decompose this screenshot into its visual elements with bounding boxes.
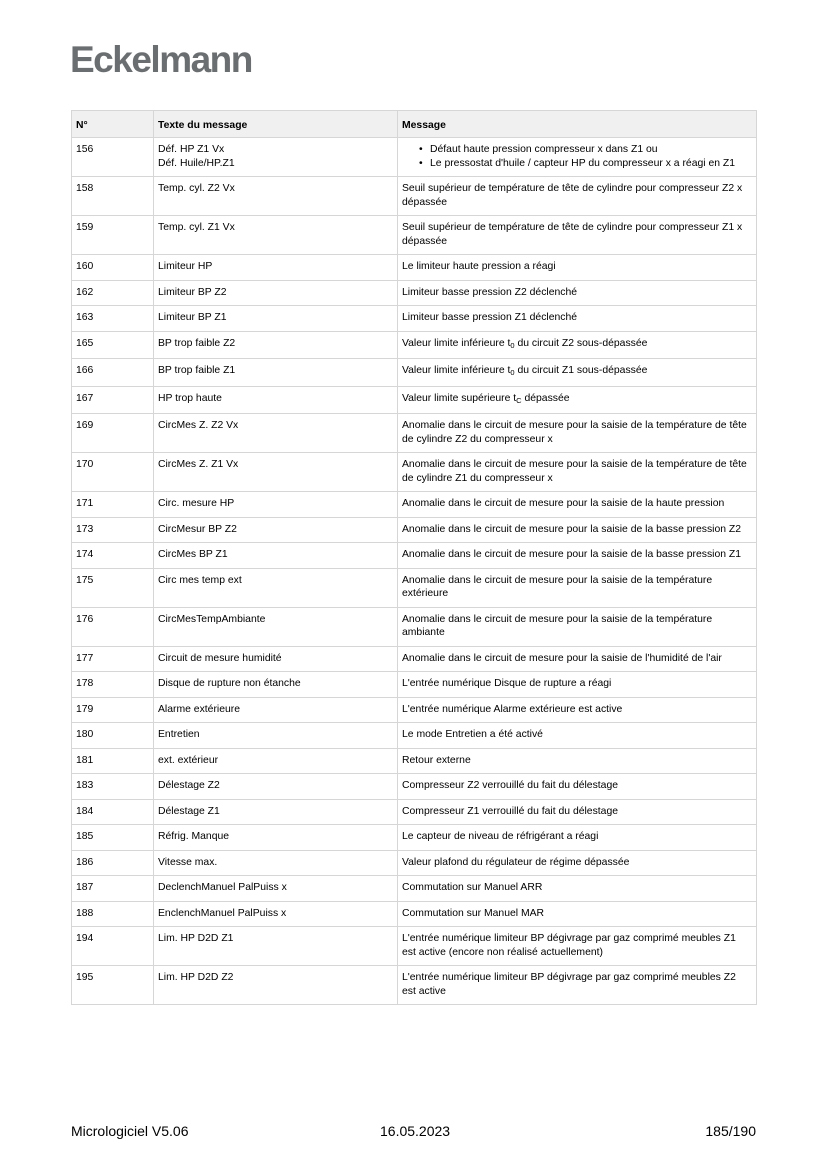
message-text: Vitesse max. bbox=[158, 856, 218, 868]
footer-date: 16.05.2023 bbox=[380, 1123, 451, 1139]
message-text-cell bbox=[154, 138, 398, 177]
message-number: 186 bbox=[72, 850, 154, 876]
message-text-cell bbox=[154, 850, 398, 876]
message-number: 175 bbox=[72, 568, 154, 607]
message-text-cell bbox=[154, 453, 398, 492]
message-text: Temp. cyl. Z1 Vx bbox=[158, 222, 235, 233]
message-number: 188 bbox=[72, 901, 154, 927]
table-row bbox=[72, 216, 757, 255]
table-row bbox=[72, 280, 757, 306]
table-row bbox=[72, 138, 757, 177]
message-description: L'entrée numérique Alarme extérieure est active bbox=[398, 697, 757, 723]
footer-product: Micrologiciel V5.06 bbox=[71, 1123, 189, 1139]
message-text-cell bbox=[154, 280, 398, 306]
message-number: 181 bbox=[72, 748, 154, 774]
message-number: 179 bbox=[72, 697, 154, 723]
message-number: 160 bbox=[72, 255, 154, 281]
message-number: 171 bbox=[72, 492, 154, 518]
message-number: 169 bbox=[72, 414, 154, 453]
table-row bbox=[72, 607, 757, 646]
message-number: 177 bbox=[72, 646, 154, 672]
message-description-cell bbox=[398, 359, 757, 387]
message-bullet-item: • Défaut haute pression compresseur x dans Z1 ou bbox=[430, 143, 752, 157]
table-row bbox=[72, 386, 757, 414]
message-description: Valeur limite inférieure t bbox=[402, 365, 511, 376]
message-description: Seuil supérieur de température de tête de cylindre pour compresseur Z1 x dépassée bbox=[398, 216, 757, 255]
table-row bbox=[72, 723, 757, 749]
message-text-cell bbox=[154, 876, 398, 902]
message-text: Limiteur HP bbox=[158, 261, 213, 272]
message-text-cell bbox=[154, 255, 398, 281]
message-text: BP trop faible Z1 bbox=[158, 365, 236, 376]
company-logo: Eckelmann bbox=[70, 39, 252, 80]
message-description: Anomalie dans le circuit de mesure pour la saisie de la température extérieure bbox=[398, 568, 757, 607]
message-text: Disque de rupture non étanche bbox=[158, 678, 301, 689]
message-text-cell bbox=[154, 901, 398, 927]
message-text: Lim. HP D2D Z1 bbox=[158, 933, 234, 944]
message-text-cell bbox=[154, 748, 398, 774]
column-header-message: Message bbox=[398, 111, 757, 138]
column-header-number: N° bbox=[72, 111, 154, 138]
message-description: Compresseur Z2 verrouillé du fait du délestage bbox=[398, 774, 757, 800]
message-number: 170 bbox=[72, 453, 154, 492]
message-subscript: C bbox=[516, 395, 522, 405]
message-description: Anomalie dans le circuit de mesure pour la saisie de l'humidité de l'air bbox=[398, 646, 757, 672]
table-row bbox=[72, 568, 757, 607]
message-text: Déf. HP Z1 Vx bbox=[158, 144, 225, 155]
message-text-cell bbox=[154, 646, 398, 672]
message-text: Déf. Huile/HP.Z1 bbox=[158, 157, 235, 169]
message-table bbox=[71, 110, 757, 1005]
message-text: Réfrig. Manque bbox=[158, 831, 230, 842]
message-text-cell bbox=[154, 966, 398, 1005]
message-text-cell bbox=[154, 774, 398, 800]
message-number: 156 bbox=[72, 138, 154, 177]
table-row bbox=[72, 850, 757, 876]
message-text: Circ mes temp ext bbox=[158, 574, 242, 586]
message-text-cell bbox=[154, 331, 398, 359]
message-number: 176 bbox=[72, 607, 154, 646]
table-row bbox=[72, 646, 757, 672]
message-text: Temp. cyl. Z2 Vx bbox=[158, 183, 235, 194]
message-number: 178 bbox=[72, 672, 154, 698]
message-text-cell bbox=[154, 306, 398, 332]
message-description: Anomalie dans le circuit de mesure pour la saisie de la basse pression Z2 bbox=[398, 517, 757, 543]
table-row bbox=[72, 492, 757, 518]
table-row bbox=[72, 927, 757, 966]
message-description: L'entrée numérique limiteur BP dégivrage par gaz comprimé meubles Z1 est active (encore non réalisé actuellement) bbox=[398, 927, 757, 966]
message-text: Délestage Z1 bbox=[158, 805, 220, 817]
message-description-cell bbox=[398, 138, 757, 177]
message-number: 163 bbox=[72, 306, 154, 332]
message-number: 166 bbox=[72, 359, 154, 387]
message-text: Alarme extérieure bbox=[158, 703, 241, 715]
message-description: du circuit Z1 sous-dépassée bbox=[514, 365, 648, 376]
message-description: Seuil supérieur de température de tête de cylindre pour compresseur Z2 x dépassée bbox=[398, 177, 757, 216]
table-row bbox=[72, 414, 757, 453]
message-description: Compresseur Z1 verrouillé du fait du délestage bbox=[398, 799, 757, 825]
message-text: Entretien bbox=[158, 729, 200, 740]
table-row bbox=[72, 799, 757, 825]
message-number: 183 bbox=[72, 774, 154, 800]
message-text: CircMes BP Z1 bbox=[158, 549, 228, 560]
message-text-cell bbox=[154, 216, 398, 255]
table-row bbox=[72, 672, 757, 698]
message-description: Limiteur basse pression Z1 déclenché bbox=[398, 306, 757, 332]
message-text: Circuit de mesure humidité bbox=[158, 652, 282, 664]
message-description: Le mode Entretien a été activé bbox=[398, 723, 757, 749]
message-text-cell bbox=[154, 697, 398, 723]
table-header-row bbox=[72, 111, 757, 138]
message-text: CircMesTempAmbiante bbox=[158, 613, 266, 625]
message-text: Circ. mesure HP bbox=[158, 498, 235, 509]
message-text-cell bbox=[154, 386, 398, 414]
message-text-cell bbox=[154, 543, 398, 569]
message-text: Lim. HP D2D Z2 bbox=[158, 972, 234, 983]
message-text: CircMes Z. Z1 Vx bbox=[158, 459, 239, 470]
message-description: L'entrée numérique Disque de rupture a réagi bbox=[398, 672, 757, 698]
message-text: EnclenchManuel PalPuiss x bbox=[158, 907, 287, 919]
message-number: 194 bbox=[72, 927, 154, 966]
message-text-cell bbox=[154, 723, 398, 749]
message-description: du circuit Z2 sous-dépassée bbox=[514, 337, 648, 349]
table-row bbox=[72, 359, 757, 387]
message-text: HP trop haute bbox=[158, 392, 222, 404]
table-row bbox=[72, 543, 757, 569]
message-description: Limiteur basse pression Z2 déclenché bbox=[398, 280, 757, 306]
message-number: 187 bbox=[72, 876, 154, 902]
message-description: Anomalie dans le circuit de mesure pour la saisie de la température de tête de cylindre Z1 du compresseur x bbox=[398, 453, 757, 492]
message-description: Anomalie dans le circuit de mesure pour la saisie de la température de tête de cylindre Z2 du compresseur x bbox=[398, 414, 757, 453]
message-number: 180 bbox=[72, 723, 154, 749]
table-row bbox=[72, 697, 757, 723]
message-text-cell bbox=[154, 607, 398, 646]
message-number: 162 bbox=[72, 280, 154, 306]
message-bullet-item: • Le pressostat d'huile / capteur HP du compresseur x a réagi en Z1 bbox=[430, 157, 752, 171]
message-description: Valeur limite supérieure t bbox=[402, 392, 517, 404]
table-row bbox=[72, 306, 757, 332]
message-description: Le limiteur haute pression a réagi bbox=[398, 255, 757, 281]
message-description-cell bbox=[398, 331, 757, 359]
message-text: CircMesur BP Z2 bbox=[158, 523, 237, 535]
table-row bbox=[72, 177, 757, 216]
message-description: Anomalie dans le circuit de mesure pour la saisie de la basse pression Z1 bbox=[398, 543, 757, 569]
message-text: Limiteur BP Z2 bbox=[158, 286, 227, 298]
message-text-cell bbox=[154, 517, 398, 543]
message-text-cell bbox=[154, 799, 398, 825]
table-row bbox=[72, 255, 757, 281]
table-row bbox=[72, 331, 757, 359]
table-row bbox=[72, 966, 757, 1005]
table-body bbox=[72, 138, 757, 1005]
message-text: CircMes Z. Z2 Vx bbox=[158, 420, 239, 431]
message-number: 174 bbox=[72, 543, 154, 569]
message-description: Anomalie dans le circuit de mesure pour la saisie de la haute pression bbox=[398, 492, 757, 518]
message-number: 165 bbox=[72, 331, 154, 359]
message-text: Limiteur BP Z1 bbox=[158, 312, 227, 323]
message-text-cell bbox=[154, 672, 398, 698]
table-row bbox=[72, 825, 757, 851]
message-number: 158 bbox=[72, 177, 154, 216]
message-number: 185 bbox=[72, 825, 154, 851]
message-description: Commutation sur Manuel ARR bbox=[398, 876, 757, 902]
message-text-cell bbox=[154, 927, 398, 966]
message-description: L'entrée numérique limiteur BP dégivrage par gaz comprimé meubles Z2 est active bbox=[398, 966, 757, 1005]
message-description-cell bbox=[398, 386, 757, 414]
table-row bbox=[72, 774, 757, 800]
table-row bbox=[72, 901, 757, 927]
message-text-cell bbox=[154, 825, 398, 851]
message-subscript: 0 bbox=[510, 368, 515, 377]
table-row bbox=[72, 453, 757, 492]
column-header-message-text: Texte du message bbox=[154, 111, 398, 138]
message-text: BP trop faible Z2 bbox=[158, 337, 236, 349]
message-text-cell bbox=[154, 492, 398, 518]
message-number: 159 bbox=[72, 216, 154, 255]
message-description: Le capteur de niveau de réfrigérant a réagi bbox=[398, 825, 757, 851]
message-subscript: 0 bbox=[510, 340, 515, 350]
message-description: Retour externe bbox=[398, 748, 757, 774]
message-number: 184 bbox=[72, 799, 154, 825]
message-text-cell bbox=[154, 568, 398, 607]
message-number: 173 bbox=[72, 517, 154, 543]
message-text: ext. extérieur bbox=[158, 754, 219, 766]
table-row bbox=[72, 876, 757, 902]
message-description: Valeur plafond du régulateur de régime dépassée bbox=[398, 850, 757, 876]
table-row bbox=[72, 517, 757, 543]
message-text: Délestage Z2 bbox=[158, 780, 220, 791]
message-text-cell bbox=[154, 359, 398, 387]
message-description: dépassée bbox=[521, 392, 570, 404]
footer-page-number: 185/190 bbox=[705, 1123, 756, 1139]
message-text-cell bbox=[154, 414, 398, 453]
message-description: Valeur limite inférieure t bbox=[402, 337, 511, 349]
message-number: 167 bbox=[72, 386, 154, 414]
message-text-cell bbox=[154, 177, 398, 216]
message-description: Commutation sur Manuel MAR bbox=[398, 901, 757, 927]
message-number: 195 bbox=[72, 966, 154, 1005]
message-bullet-list bbox=[402, 143, 752, 170]
table-row bbox=[72, 748, 757, 774]
message-description: Anomalie dans le circuit de mesure pour la saisie de la température ambiante bbox=[398, 607, 757, 646]
message-text: DeclenchManuel PalPuiss x bbox=[158, 882, 287, 893]
